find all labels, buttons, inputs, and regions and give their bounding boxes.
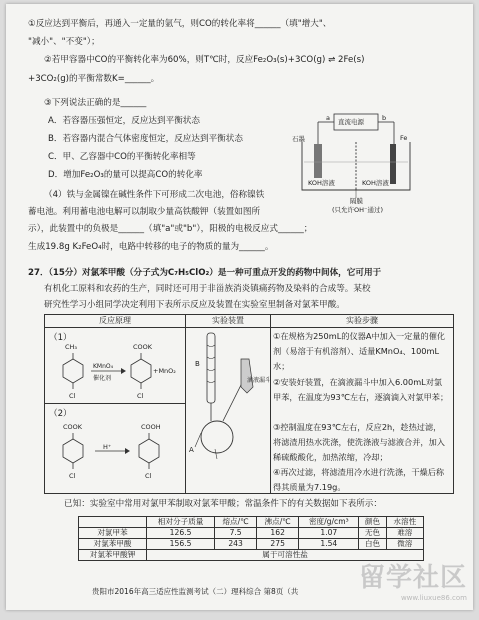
cell: 156.5	[147, 539, 215, 550]
line-7: 蓄电池。利用蓄电池电解可以制取少量高铁酸钾（装置如图所	[28, 207, 261, 217]
cell: 对氯苯甲酸钾	[79, 550, 147, 561]
line-5: ③下列说法正确的是______	[44, 98, 147, 108]
acid-reagent: H⁺	[103, 443, 112, 451]
line-4: +3CO₂(g)的平衡常数K=______。	[28, 74, 160, 84]
cell: 难溶	[386, 528, 423, 539]
cl-1: Cl	[69, 392, 76, 400]
option-a: A．若容器压强恒定，反应达到平衡状态	[48, 116, 200, 126]
cell: 243	[215, 539, 257, 550]
left-solution-label: KOH溶液	[308, 179, 335, 187]
experiment-table	[44, 314, 454, 494]
cl-3: Cl	[69, 472, 76, 480]
cell: 对氯甲苯	[79, 528, 147, 539]
cell: 无色	[359, 528, 386, 539]
cell: 微溶	[386, 539, 423, 550]
dropping-funnel-label: 滴液漏斗	[247, 377, 272, 384]
membrane-label: 隔膜	[350, 197, 363, 205]
t2-h2: 熔点/℃	[215, 517, 257, 528]
mno2-byproduct: +MnO₂	[153, 367, 176, 375]
cl-2: Cl	[137, 392, 144, 400]
watermark-url: www.liuxue86.com	[400, 594, 467, 602]
t2-h6: 水溶性	[386, 517, 423, 528]
terminal-b-label: b	[382, 114, 387, 122]
known-data-line: 已知：实验室中常用对氯甲苯制取对氯苯甲酸；常温条件下的有关数据如下表所示：	[64, 499, 382, 509]
cell: 7.5	[215, 528, 257, 539]
watermark-logo	[359, 557, 467, 602]
t2-h4: 密度/g/cm³	[299, 517, 359, 528]
table-row	[79, 528, 424, 539]
step-4: ④再次过滤，将滤渣用冷水进行洗涤，干燥后称得其质量为7.19g。	[273, 467, 445, 492]
option-b: B．若容器内混合气体密度恒定，反应达到平衡状态	[48, 134, 243, 144]
question-27-line-3: 研究性学习小组同学决定利用下表所示反应及装置在实验室里制备对氯苯甲酸。	[44, 300, 345, 310]
watermark-text: 留学社区	[358, 563, 467, 593]
cell: 162	[257, 528, 299, 539]
t2-h3: 沸点/℃	[257, 517, 299, 528]
t2-h1: 相对分子质量	[147, 517, 215, 528]
right-solution-label: KOH溶液	[362, 179, 389, 187]
apparatus-b-label: B	[195, 360, 200, 368]
catalyst-label: 催化剂	[93, 375, 112, 382]
line-9: 生成19.8g K₂FeO₄时，电路中转移的电子的物质的量为______。	[28, 242, 274, 252]
question-27-line-1: 27．（15分）对氯苯甲酸（分子式为C₇H₅ClO₂）是一种可重点开发的药物中间体，它可用于	[28, 268, 382, 278]
membrane-note: (只允许OH⁻通过)	[332, 206, 384, 214]
electrolysis-diagram	[292, 112, 428, 214]
page-footer: 贵阳市2016年高三适应性监测考试（二）理科综合 第8页（共	[92, 587, 299, 596]
line-6: （4）铁与金属镍在碱性条件下可形成二次电池，俗称镍铁	[44, 190, 265, 200]
cooh-group: COOH	[141, 423, 161, 431]
graphite-electrode-label: 石墨	[292, 135, 305, 143]
header-steps: 实验步骤	[271, 315, 453, 328]
cell: 1.54	[299, 539, 359, 550]
exam-page	[6, 4, 473, 610]
cell: 275	[257, 539, 299, 550]
cell: 白色	[359, 539, 386, 550]
power-source-label: 直流电源	[338, 118, 364, 126]
cook-group-1: COOK	[133, 343, 153, 351]
step-2: ②安装好装置，在滴液漏斗中加入6.00mL对氯甲苯，在温度为93℃左右，逐滴滴入对氯甲苯；	[273, 377, 449, 402]
reaction-1-label: （1）	[49, 333, 72, 343]
cell: 对氯苯甲酸	[79, 539, 147, 550]
reaction-2-label: （2）	[49, 409, 72, 419]
t2-h0	[79, 517, 147, 528]
question-27-line-2: 有机化工原料和农药的生产，同时还可用于非甾族消炎镇痛药物及染料的合成等。某校	[44, 284, 371, 294]
line-1: ①反应达到平衡后，再通入一定量的氩气，则CO的转化率将______（填"增大"、	[28, 19, 332, 29]
option-d: D．增加Fe₂O₃的量可以提高CO的转化率	[48, 170, 203, 180]
cell: 1.07	[299, 528, 359, 539]
physical-data-table	[78, 516, 424, 561]
header-principle: 反应原理	[45, 315, 185, 328]
cell: 属于可溶性盐	[147, 550, 424, 561]
table-row	[79, 539, 424, 550]
option-c: C．甲、乙容器中CO的平衡转化率相等	[48, 152, 196, 162]
step-1: ①在规格为250mL的仪器A中加入一定量的催化剂（易溶于有机溶剂）、适量KMnO₄、100mL水；	[273, 331, 446, 371]
header-apparatus: 实验装置	[186, 315, 270, 328]
line-8: 示），此装置中的负极是______（填"a"或"b"），阳极的电极反应式______；	[28, 224, 313, 234]
step-3: ③控制温度在93℃左右，反应2h，趁热过滤，将滤渣用热水洗涤，使洗涤液与滤液合并，加入稀硫酸酸化，加热浓缩，冷却；	[273, 422, 445, 462]
fe-electrode-label: Fe	[400, 134, 408, 142]
cell: 126.5	[147, 528, 215, 539]
cook-group-2: COOK	[63, 423, 83, 431]
line-2: "减小"、"不变"）；	[28, 37, 100, 47]
kmno4-reagent: KMnO₄	[93, 363, 114, 370]
apparatus-a-label: A	[189, 446, 194, 454]
ch3-group: CH₃	[65, 343, 78, 351]
cl-4: Cl	[145, 472, 152, 480]
apparatus-drawing	[187, 329, 272, 489]
line-3: ②若甲容器中CO的平衡转化率为60%，则T℃时，反应Fe₂O₃(s)+3CO(g) ⇌ 2Fe(s)	[44, 55, 365, 65]
t2-h5: 颜色	[359, 517, 386, 528]
terminal-a-label: a	[326, 114, 330, 122]
